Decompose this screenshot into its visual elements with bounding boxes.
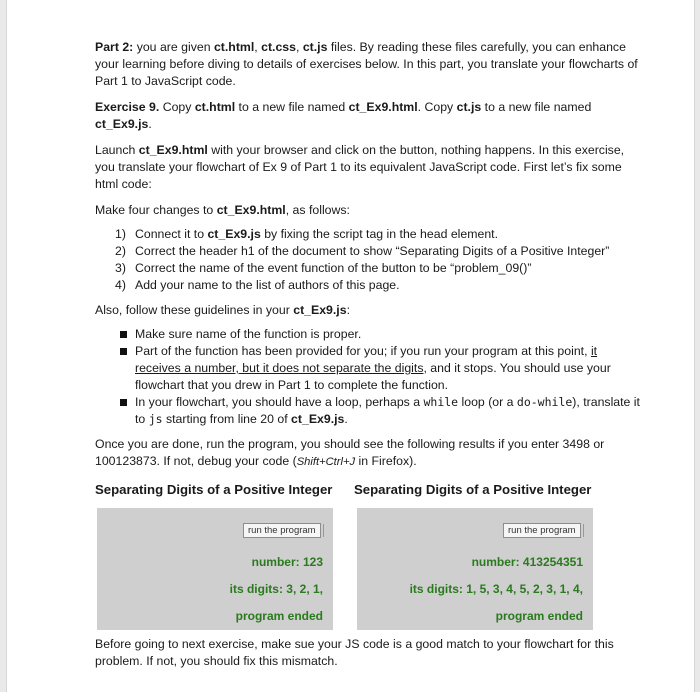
- document-page: [6, 0, 695, 692]
- run-program-button[interactable]: run the program: [503, 523, 581, 538]
- example-panel-2: [354, 480, 604, 623]
- list-item: Part of the function has been provided for you; if you run your program at this point, it receives a number, but it does not separate the digits, and it stops. You should use your flowchart that you drew in Part 1 to complete the function.: [95, 343, 643, 394]
- list-item: 2) Correct the header h1 of the document to show “Separating Digits of a Positive Integer”: [115, 244, 610, 258]
- list-item: In your flowchart, you should have a loop, perhaps a while loop (or a do-while), translate it to js starting from line 20 of ct_Ex9.js.: [95, 394, 643, 428]
- number-output: number: 413254351: [471, 555, 583, 569]
- panel-body: [97, 508, 333, 630]
- once-paragraph: Once you are done, run the program, you should see the following results if you enter 3498 or 100123873. If not, debug your code (Shift+Ctrl+J in Firefox).: [95, 437, 605, 468]
- document-content: [95, 39, 643, 679]
- example-panels: [95, 480, 643, 630]
- list-item: 3) Correct the name of the event function of the button to be “problem_09()”: [115, 261, 532, 275]
- list-item: Make sure name of the function is proper.: [95, 326, 643, 343]
- digits-output: its digits: 3, 2, 1,: [229, 582, 323, 596]
- panel-title: Separating Digits of a Positive Integer: [354, 482, 592, 497]
- guidelines-list: [95, 326, 643, 428]
- part2-paragraph: Part 2: you are given ct.html, ct.css, ct.js files. By reading these files carefully, you can enhance your learning before diving to details of exercises below. In this part, you translate your flowcharts of Part 1 to JavaScript code.: [95, 40, 638, 88]
- list-item: 1) Connect it to ct_Ex9.js by fixing the script tag in the head element.: [115, 227, 498, 241]
- closing-paragraph: Before going to next exercise, make sue your JS code is a good match to your flowchart for this problem. If not, you should fix this mismatch.: [95, 637, 614, 668]
- digits-output: its digits: 1, 5, 3, 4, 5, 2, 3, 1, 4,: [409, 582, 583, 596]
- panel-body: [357, 508, 593, 630]
- part2-label: Part 2:: [95, 40, 134, 54]
- program-ended-output: program ended: [235, 609, 323, 623]
- bullet-square-icon: [120, 331, 127, 338]
- guidelines-intro: Also, follow these guidelines in your ct_Ex9.js:: [95, 303, 350, 317]
- bullet-square-icon: [120, 399, 127, 406]
- changes-intro: Make four changes to ct_Ex9.html, as follows:: [95, 203, 350, 217]
- panel-title: Separating Digits of a Positive Integer: [95, 482, 333, 497]
- bullet-square-icon: [120, 348, 127, 355]
- changes-list: [95, 226, 643, 294]
- list-item: 4) Add your name to the list of authors of this page.: [115, 278, 400, 292]
- number-output: number: 123: [251, 555, 323, 569]
- launch-paragraph: Launch ct_Ex9.html with your browser and click on the button, nothing happens. In this exercise, you translate your flowchart of Ex 9 of Part 1 to its equivalent JavaScript code. First let’s fix some html code:: [95, 143, 625, 191]
- example-panel-1: [95, 480, 345, 623]
- run-program-button[interactable]: run the program: [243, 523, 321, 538]
- exercise-heading: Exercise 9. Copy ct.html to a new file named ct_Ex9.html. Copy ct.js to a new file named ct_Ex9.js.: [95, 100, 592, 131]
- program-ended-output: program ended: [495, 609, 583, 623]
